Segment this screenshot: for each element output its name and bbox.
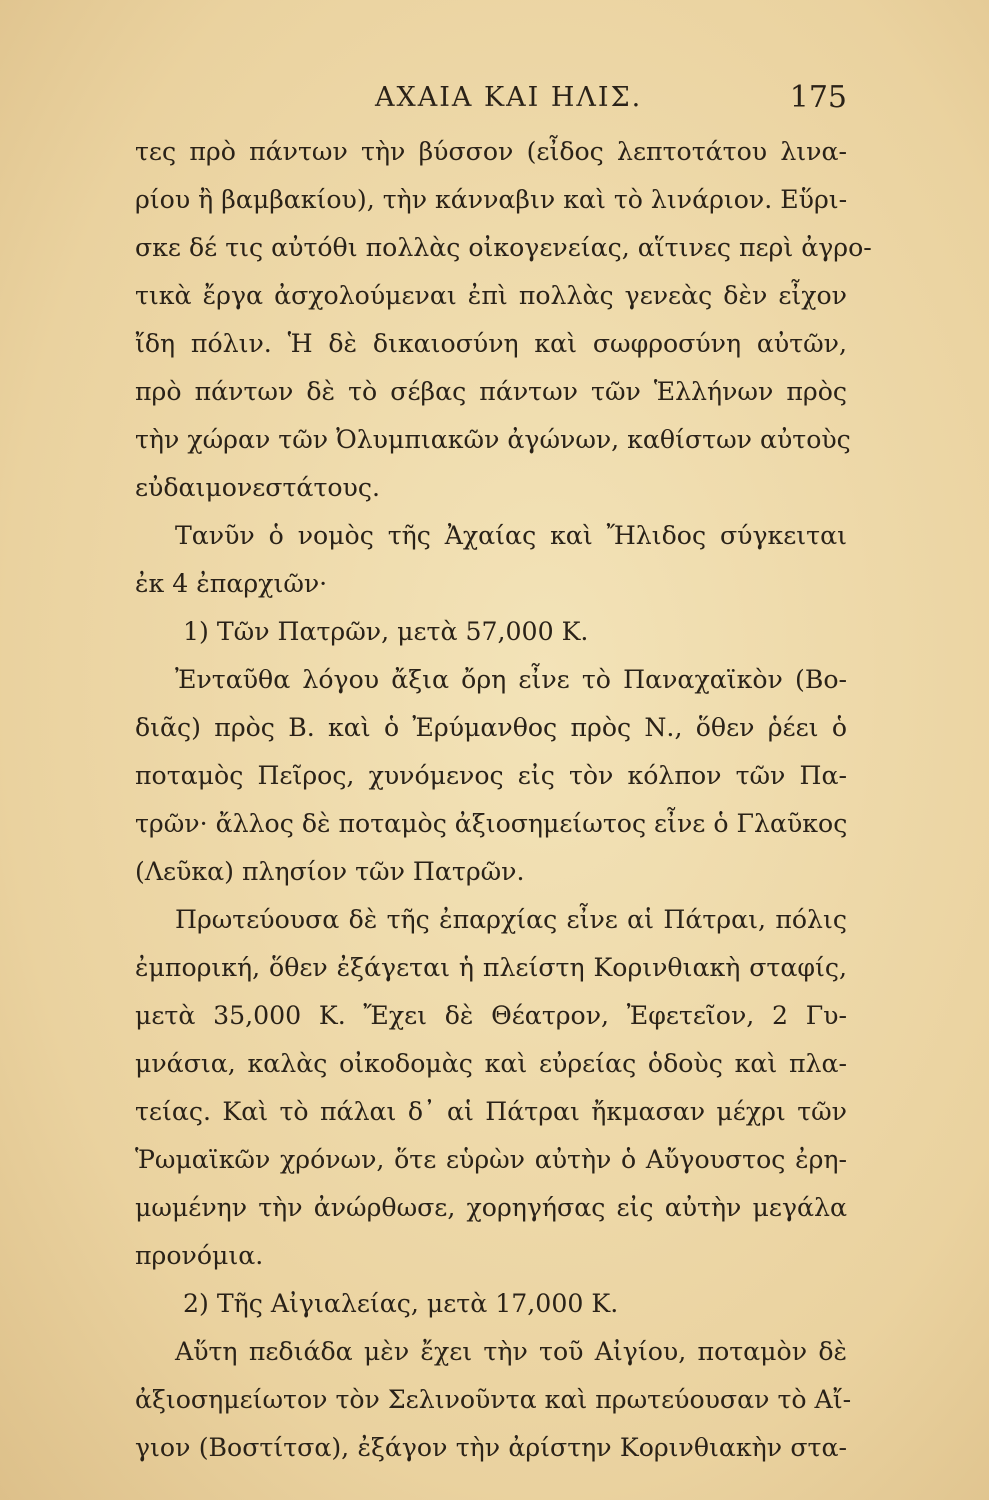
text-line: ρίου ἢ βαμβακίου), τὴν κάνναβιν καὶ τὸ λινάριον. Εὕρι- — [135, 185, 848, 214]
text-line: τικὰ ἔργα ἀσχολούμεναι ἐπὶ πολλὰς γενεὰς δὲν εἶχον — [135, 281, 847, 310]
text-line: Αὕτη πεδιάδα μὲν ἔχει τὴν τοῦ Αἰγίου, ποταμὸν δὲ — [175, 1337, 847, 1366]
text-line: τρῶν· ἄλλος δὲ ποταμὸς ἀξιοσημείωτος εἶνε ὁ Γλαῦκος — [135, 809, 848, 838]
text-line: ἐμπορική, ὅθεν ἐξάγεται ἡ πλείστη Κορινθιακὴ σταφίς, — [135, 953, 847, 982]
text-line: προνόμια. — [135, 1241, 264, 1270]
running-title: ΑΧΑΙΑ ΚΑΙ ΗΛΙΣ. — [375, 82, 643, 113]
text-line: Ῥωμαϊκῶν χρόνων, ὅτε εὑρὼν αὐτὴν ὁ Αὔγουστος ἐρη- — [135, 1145, 847, 1174]
text-line: Τανῦν ὁ νομὸς τῆς Ἀχαίας καὶ Ἤλιδος σύγκειται — [175, 521, 847, 550]
text-line: Ἐνταῦθα λόγου ἄξια ὄρη εἶνε τὸ Παναχαϊκὸν (Βο- — [175, 665, 847, 694]
text-line: 1) Τῶν Πατρῶν, μετὰ 57,000 Κ. — [183, 617, 589, 646]
text-line: ἀξιοσημείωτον τὸν Σελινοῦντα καὶ πρωτεύουσαν τὸ Αἴ- — [135, 1385, 852, 1414]
text-line: ποταμὸς Πεῖρος, χυνόμενος εἰς τὸν κόλπον τῶν Πα- — [135, 761, 847, 790]
text-line: μετὰ 35,000 Κ. Ἔχει δὲ Θέατρον, Ἐφετεῖον, 2 Γυ- — [135, 1001, 847, 1030]
text-line: πρὸ πάντων δὲ τὸ σέβας πάντων τῶν Ἑλλήνων πρὸς — [135, 377, 847, 406]
text-line: τες πρὸ πάντων τὴν βύσσον (εἶδος λεπτοτάτου λινα- — [135, 137, 847, 166]
text-line: 2) Τῆς Αἰγιαλείας, μετὰ 17,000 Κ. — [183, 1289, 619, 1318]
text-line: Πρωτεύουσα δὲ τῆς ἐπαρχίας εἶνε αἱ Πάτραι, πόλις — [175, 905, 847, 934]
page-number: 175 — [789, 80, 847, 115]
text-line: διᾶς) πρὸς Β. καὶ ὁ Ἐρύμανθος πρὸς Ν., ὅθεν ῥέει ὁ — [135, 713, 847, 742]
text-line: (Λεῦκα) πλησίον τῶν Πατρῶν. — [135, 857, 525, 886]
text-line: μνάσια, καλὰς οἰκοδομὰς καὶ εὐρείας ὁδοὺς καὶ πλα- — [135, 1049, 847, 1078]
text-line: τείας. Καὶ τὸ πάλαι δ᾽ αἱ Πάτραι ἤκμασαν μέχρι τῶν — [135, 1097, 847, 1126]
text-line: μωμένην τὴν ἀνώρθωσε, χορηγήσας εἰς αὐτὴν μεγάλα — [135, 1193, 847, 1222]
text-line: σκε δέ τις αὐτόθι πολλὰς οἰκογενείας, αἵτινες περὶ ἀγρο- — [135, 233, 872, 262]
page-header — [135, 82, 847, 122]
text-line: τὴν χώραν τῶν Ὀλυμπιακῶν ἀγώνων, καθίστων αὐτοὺς — [135, 425, 851, 454]
body-text — [135, 128, 872, 1472]
text-line: γιον (Βοστίτσα), ἐξάγον τὴν ἀρίστην Κορινθιακὴν στα- — [135, 1433, 847, 1462]
text-line: ἐκ 4 ἐπαρχιῶν· — [135, 569, 328, 598]
text-line: εὐδαιμονεστάτους. — [135, 473, 380, 502]
text-line: ἴδη πόλιν. Ἡ δὲ δικαιοσύνη καὶ σωφροσύνη αὐτῶν, — [135, 329, 847, 358]
